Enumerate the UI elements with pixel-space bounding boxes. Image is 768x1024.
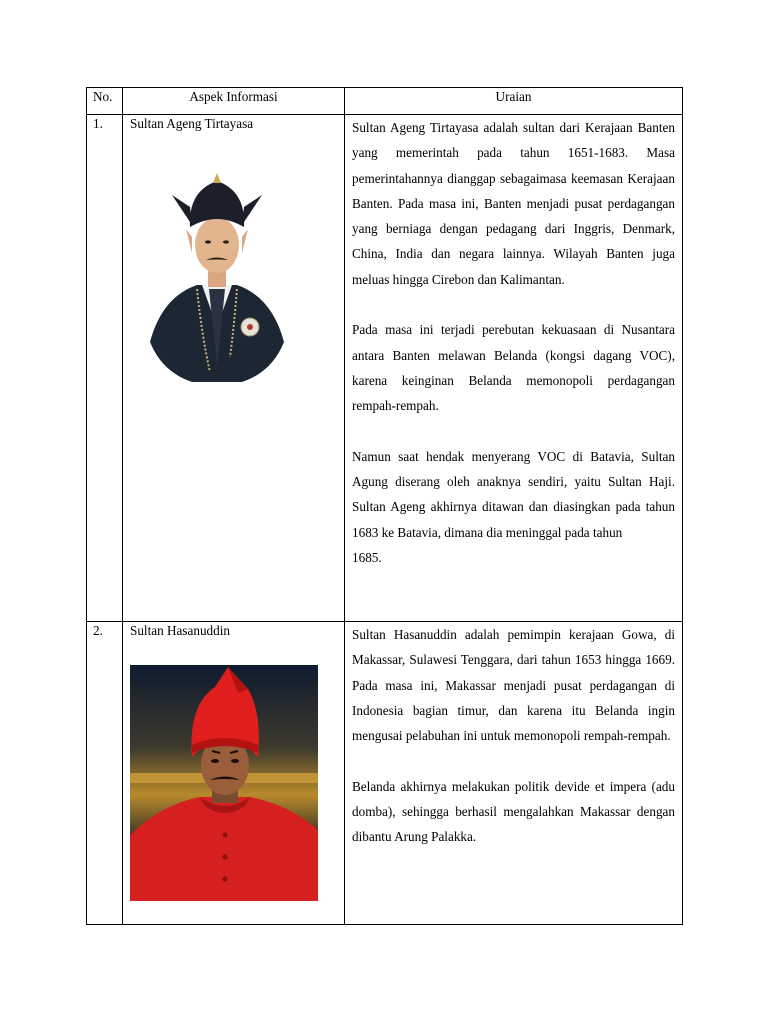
description-paragraph: Belanda akhirnya melakukan politik devide et impera (adu domba), sehingga berhasil mengalahkan Makassar dengan dibantu Arung Palakka. — [352, 778, 675, 845]
description-paragraph: Sultan Ageng Tirtayasa adalah sultan dari Kerajaan Banten yang memerintah pada tahun 1651-1683. Masa pemerintahannya dianggap sebagaimasa keemasan Kerajaan Banten. Pada masa ini, Banten menjadi pusat perdagangan yang berniaga dengan pedagang dari Inggris, Denmark, China, India dan negara lainnya. Wilayah Banten juga meluas hingga Cirebon dan Kalimantan. — [352, 120, 675, 287]
description-paragraph: Sultan Hasanuddin adalah pemimpin kerajaan Gowa, di Makassar, Sulawesi Tenggara, dari tahun 1653 hingga 1669. Pada masa ini, Makassar menjadi pusat perdagangan di Indonesia bagian timur, dan karena itu Belanda ingin mengusai pelabuhan ini untuk memonopoli rempah-rempah. — [352, 627, 675, 744]
header-detail: Uraian — [345, 88, 683, 115]
aspect-cell — [123, 622, 345, 925]
description-cell — [345, 115, 683, 622]
table-row — [87, 115, 683, 622]
info-table — [86, 87, 683, 925]
header-no: No. — [87, 88, 123, 115]
portrait-sultan-hasanuddin — [130, 665, 318, 901]
aspect-cell — [123, 115, 345, 622]
table-header-row — [87, 88, 683, 115]
header-aspect: Aspek Informasi — [123, 88, 345, 115]
portrait-sultan-ageng-tirtayasa — [142, 167, 292, 387]
aspect-label: Sultan Hasanuddin — [130, 623, 230, 638]
row-number: 2. — [87, 622, 123, 925]
description-cell — [345, 622, 683, 925]
description-paragraph: 1685. — [352, 550, 382, 566]
table-row — [87, 622, 683, 925]
description-paragraph: Namun saat hendak menyerang VOC di Batavia, Sultan Agung diserang oleh anaknya sendiri, yaitu Sultan Haji. Sultan Ageng akhirnya ditawan dan diasingkan pada tahun 1683 ke Batavia, dimana dia meninggal pada tahun — [352, 448, 675, 540]
aspect-label: Sultan Ageng Tirtayasa — [130, 116, 254, 131]
row-number: 1. — [87, 115, 123, 622]
description-paragraph: Pada masa ini terjadi perebutan kekuasaan di Nusantara antara Banten melawan Belanda (kongsi dagang VOC), karena keinginan Belanda memonopoli perdagangan rempah-rempah. — [352, 322, 675, 414]
